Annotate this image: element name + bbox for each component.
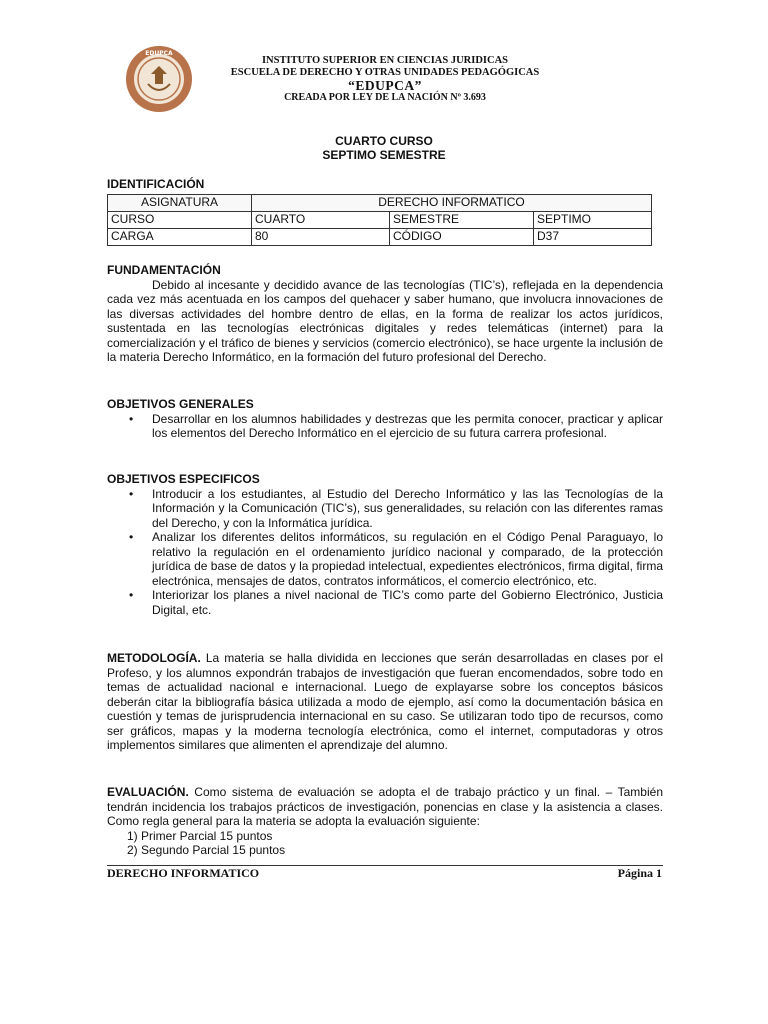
- metodologia-heading: METODOLOGÍA.: [107, 651, 201, 665]
- objetivos-generales-section: [107, 397, 663, 441]
- codigo-value: D37: [534, 228, 652, 245]
- metodologia-text: La materia se halla dividida en lecciones que serán desarrolladas en clases por el Profeso, y los alumnos expondrán trabajos de investigación que fueran encomendados, sobre todo en temas de actualidad nacional e internacional. Luego de explayarse sobre los conceptos básicos deberán citar la bibliografía básica utilizada a modo de ejemplo, así como la documentación básica en cuestión y temas de jurisprudencia internacional en su caso. Se utilizaran todo tipo de recursos, como ser gráficos, mapas y la moderna tecnología electrónica, como el internet, computadoras y otros implementos similares que alimenten el aprendizaje del alumno.: [107, 651, 663, 752]
- evaluacion-heading: EVALUACIÓN.: [107, 785, 189, 799]
- identificacion-section: [107, 177, 663, 246]
- bullet-icon: •: [129, 530, 134, 544]
- identification-table: [107, 194, 652, 246]
- bullet-icon: •: [129, 486, 134, 501]
- seal-text: EDUPCA: [145, 50, 173, 57]
- list-item-text: Interiorizar los planes a nivel nacional de TIC’s como parte del Gobierno Electrónico, Justicia Digital, etc.: [152, 588, 663, 617]
- table-row: [108, 211, 652, 228]
- school-name: ESCUELA DE DERECHO Y OTRAS UNIDADES PEDAGÓGICAS: [230, 67, 540, 78]
- evaluacion-section: [107, 785, 663, 858]
- metodologia-paragraph: [107, 651, 663, 753]
- list-item: 1) Primer Parcial 15 puntos: [127, 828, 273, 843]
- institution-seal: [124, 44, 194, 114]
- list-item: [107, 588, 663, 617]
- course-title: CUARTO CURSO: [335, 134, 433, 148]
- list-item-text: Introducir a los estudiantes, al Estudio del Derecho Informático y las las Tecnologías de la Información y la Comunicación (TIC’s), sus generalidades, su relación con las diferentes ramas del Derecho, y con la Informática jurídica.: [152, 486, 663, 530]
- bullet-icon: •: [129, 411, 134, 426]
- semestre-value: SEPTIMO: [534, 211, 652, 228]
- creation-law: CREADA POR LEY DE LA NACIÓN Nº 3.693: [284, 92, 486, 103]
- list-item: 2) Segundo Parcial 15 puntos: [127, 843, 286, 857]
- footer-page-number: Página 1: [617, 866, 662, 880]
- bullet-icon: •: [129, 588, 134, 602]
- fundamentacion-section: [107, 263, 663, 365]
- fundamentacion-heading: FUNDAMENTACIÓN: [107, 263, 221, 277]
- list-item: [107, 487, 663, 531]
- metodologia-section: [107, 651, 663, 753]
- carga-value: 80: [252, 228, 390, 245]
- objetivos-especificos-heading: OBJETIVOS ESPECIFICOS: [107, 472, 260, 486]
- curso-value: CUARTO: [252, 211, 390, 228]
- codigo-label: CÓDIGO: [390, 228, 534, 245]
- evaluacion-text: Como sistema de evaluación se adopta el de trabajo práctico y un final. – También tendrán incidencia los trabajos prácticos de investigación, ponencias en clase y la asistencia a clases. Como regla general para la materia se adopta la evaluación siguiente:: [107, 785, 663, 828]
- list-item: [107, 412, 663, 441]
- objetivos-especificos-section: [107, 472, 663, 617]
- table-row: [108, 228, 652, 245]
- list-item-text: Analizar los diferentes delitos informáticos, su regulación en el Código Penal Paraguayo, lo relativo la regulación en el ordenamiento jurídico nacional y comparado, de la protección jurídica de base de datos y la propiedad intelectual, expedientes electrónicos, firma digital, firma electrónica, mensajes de datos, contratos informáticos, el comercio electrónico, etc.: [152, 530, 663, 588]
- identificacion-heading: IDENTIFICACIÓN: [107, 177, 205, 191]
- institution-acronym: “EDUPCA”: [348, 78, 422, 93]
- objetivos-generales-heading: OBJETIVOS GENERALES: [107, 397, 254, 411]
- institution-name: INSTITUTO SUPERIOR EN CIENCIAS JURIDICAS: [261, 55, 509, 66]
- list-item: [107, 530, 663, 588]
- semester-title: SEPTIMO SEMESTRE: [322, 148, 446, 162]
- curso-label: CURSO: [108, 211, 252, 228]
- table-row: [108, 194, 652, 211]
- semestre-label: SEMESTRE: [390, 211, 534, 228]
- carga-label: CARGA: [108, 228, 252, 245]
- footer-subject: DERECHO INFORMATICO: [107, 866, 260, 880]
- asignatura-value: DERECHO INFORMATICO: [252, 194, 652, 211]
- evaluacion-paragraph: [107, 785, 663, 829]
- asignatura-label: ASIGNATURA: [108, 194, 252, 211]
- list-item-text: Desarrollar en los alumnos habilidades y destrezas que les permita conocer, practicar y aplicar los elementos del Derecho Informático en el ejercicio de su futura carrera profesional.: [152, 411, 663, 440]
- fundamentacion-text: Debido al incesante y decidido avance de las tecnologías (TIC’s), reflejada en la dependencia cada vez más acentuada en los campos del quehacer y saber humano, que involucra innovaciones de las diversas actividades del hombre dentro de ellas, en la forma de realizar los actos jurídicos, sustentada en las tecnologías electrónicas digitales y redes telemáticas (internet) para la comercialización y el tráfico de bienes y servicios (comercio electrónico), se hace urgente la inclusión de la materia Derecho Informático, en la formación del futuro profesional del Derecho.: [107, 277, 663, 364]
